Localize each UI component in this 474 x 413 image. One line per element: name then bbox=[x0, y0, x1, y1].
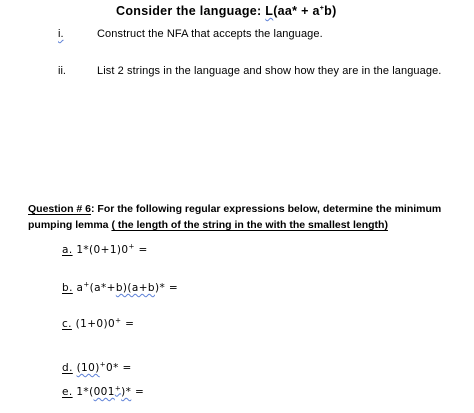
expression-d bbox=[62, 362, 132, 374]
expression-e-tail: = bbox=[131, 386, 145, 398]
expression-c-tail: = bbox=[121, 318, 135, 330]
expression-c-sup: + bbox=[115, 316, 122, 325]
expression-b-tail: )* = bbox=[155, 282, 179, 294]
question-label: Question # 6 bbox=[28, 203, 92, 215]
title-prefix: Consider the language: bbox=[116, 4, 266, 18]
page-title bbox=[116, 4, 337, 18]
expression-d-sup: + bbox=[99, 360, 106, 369]
expression-c-body: (1+0)0 bbox=[71, 318, 116, 330]
expression-c bbox=[62, 318, 134, 330]
expression-b bbox=[62, 282, 178, 294]
expression-e-letter: e. bbox=[62, 386, 73, 398]
expression-a-letter: a. bbox=[62, 244, 73, 256]
expression-b-mid: (a*+ bbox=[89, 282, 116, 294]
question-line2-prefix: pumping lemma bbox=[28, 219, 112, 231]
expression-d-squiggle: (10) bbox=[76, 362, 100, 374]
expression-b-squiggle: b)(a+b bbox=[115, 282, 155, 294]
expression-a-sup: + bbox=[128, 242, 135, 251]
item-text-i: Construct the NFA that accepts the language. bbox=[97, 28, 323, 40]
expression-d-tail: 0* = bbox=[105, 362, 132, 374]
expression-e-sup: + bbox=[114, 384, 122, 393]
expression-b-pre: a bbox=[72, 282, 84, 294]
item-text-ii: List 2 strings in the language and show how they are in the language. bbox=[97, 65, 442, 77]
expression-e-squiggle-2: )* bbox=[121, 386, 132, 398]
item-number-ii: ii. bbox=[58, 65, 66, 77]
expression-a-tail: = bbox=[134, 244, 148, 256]
expression-e bbox=[62, 386, 144, 398]
expression-a bbox=[62, 244, 148, 256]
item-number-i: i. bbox=[58, 28, 64, 40]
expression-e-squiggle: 001 bbox=[93, 386, 115, 398]
question-heading bbox=[28, 203, 441, 215]
title-expression-end: b) bbox=[324, 4, 337, 18]
expression-c-letter: c. bbox=[62, 318, 72, 330]
title-superscript: + bbox=[319, 4, 325, 12]
title-language-symbol: L bbox=[265, 4, 274, 18]
expression-b-sup: + bbox=[83, 280, 90, 289]
expression-b-letter: b. bbox=[62, 282, 73, 294]
expression-a-body: 1*(0+1)0 bbox=[72, 244, 129, 256]
question-text: : For the following regular expressions below, determine the minimum bbox=[91, 203, 442, 215]
question-line2-underlined: ( the length of the string in the with the smallest length) bbox=[111, 219, 388, 231]
question-line-2 bbox=[28, 219, 388, 231]
expression-d-letter: d. bbox=[62, 362, 73, 374]
expression-e-pre: 1*( bbox=[72, 386, 94, 398]
title-expression: (aa* + a bbox=[273, 4, 320, 18]
